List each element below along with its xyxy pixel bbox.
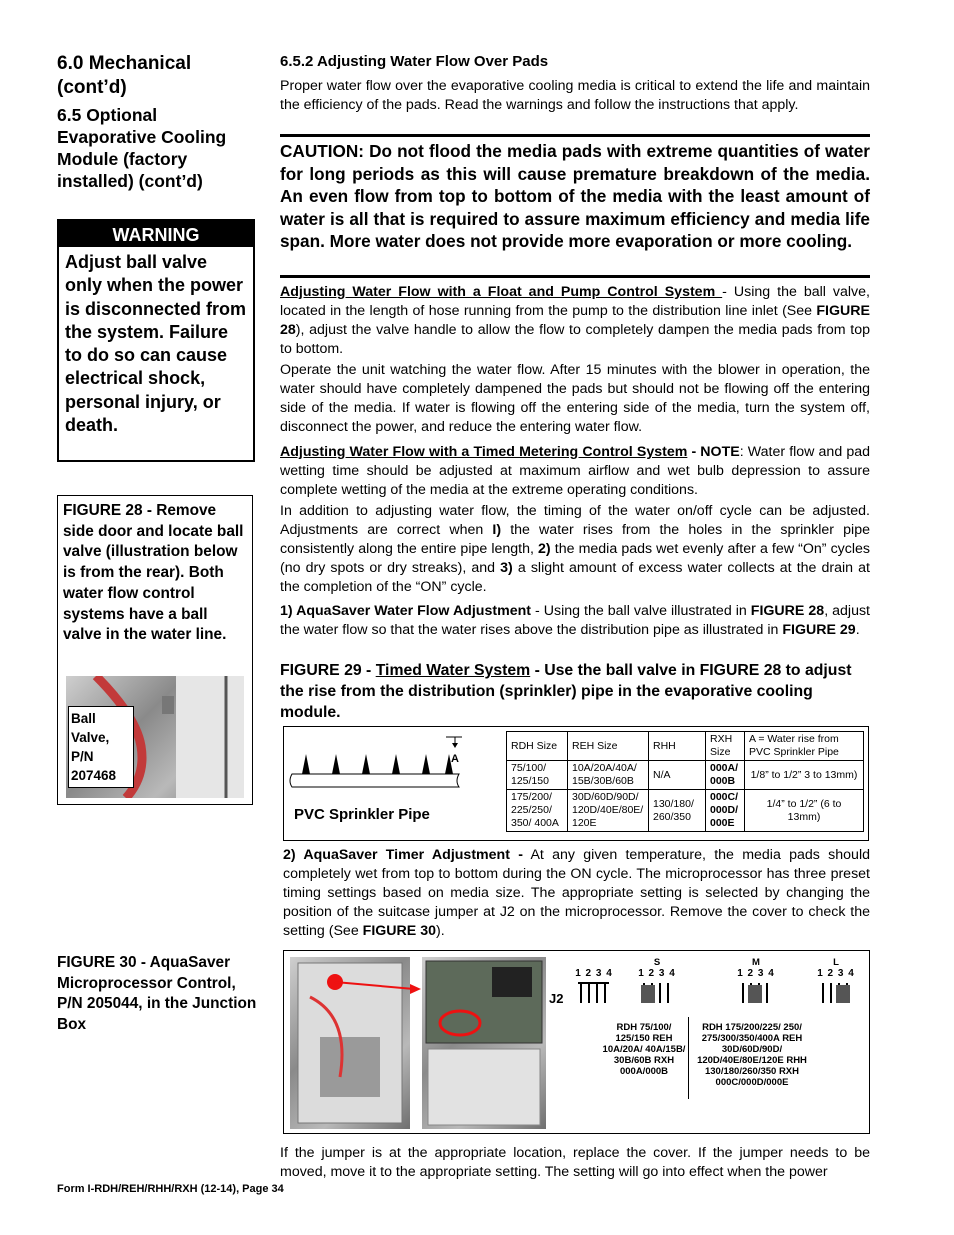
rise-marker-label: A [451, 753, 459, 765]
jumper-setting-m: M 1 2 3 4 [736, 957, 776, 1008]
table-cell: N/A [649, 761, 706, 790]
page-footer: Form I-RDH/REH/RHH/RXH (12-14), Page 34 [57, 1183, 284, 1195]
caution-text: CAUTION: Do not flood the media pads with extreme quantities of water for long periods as this will cause premature breakdown of the media. An even flow from top to bottom of the media with the least amount of water is all that is required to assure maximum efficiency and media life span. More water does not provide more evaporation or more cooling. [280, 141, 870, 251]
jumper-m-description: RDH 175/200/225/ 250/ 275/300/350/400A REH 30D/60D/90D/ 120D/40E/80E/120E RHH 130/180/260/350 RXH 000C/000D/000E [697, 1022, 807, 1088]
jumper-setting-l: L 1 2 3 4 [816, 957, 856, 1008]
figure-29-box [283, 726, 869, 841]
sprinkler-pipe-diagram [284, 727, 504, 807]
table-cell: 130/180/ 260/350 [649, 790, 706, 832]
table-row [507, 761, 864, 790]
table-header-cell: RXH Size [706, 732, 745, 761]
pointer-arrow-icon [324, 971, 424, 1001]
j2-label: J2 [549, 991, 564, 1006]
table-header-cell: REH Size [568, 732, 649, 761]
section-title: 6.0 Mechanical (cont’d) [57, 53, 192, 98]
jumper-s-description: RDH 75/100/ 125/150 REH 10A/20A/ 40A/15B/ 30B/60B RXH 000A/000B [602, 1022, 686, 1077]
table-cell: 1/8” to 1/2” 3 to 13mm) [745, 761, 864, 790]
ball-valve-label: Ball Valve, P/N 207468 [68, 706, 134, 788]
table-cell: 175/200/ 225/250/ 350/ 400A [507, 790, 568, 832]
water-flow-adjustment-paragraph: 1) AquaSaver Water Flow Adjustment - Using the ball valve illustrated in FIGURE 28, adjust the water flow so that the water rises above the distribution pipe as illustrated in FIGURE 29. [280, 603, 871, 638]
table-cell: 30D/60D/90D/ 120D/40E/80E/ 120E [568, 790, 649, 832]
subsection-title: 6.5 Optional Evaporative Cooling Module (factory installed) (cont’d) [57, 105, 227, 191]
jumper-setting-s: S 1 2 3 4 [637, 957, 677, 1008]
timed-control-paragraph: Adjusting Water Flow with a Timed Metering Control System - NOTE: Water flow and pad wetting time should be adjusted at maximum airflow and wet bulb depression to assure complete wetting of the media at the extreme operating conditions. [280, 444, 871, 498]
table-header-cell: A = Water rise from PVC Sprinkler Pipe [745, 732, 864, 761]
ball-valve-photo [66, 676, 244, 798]
closing-paragraph: If the jumper is at the appropriate location, replace the cover. If the jumper needs to be moved, move it to the appropriate setting. The setting will go into effect when the power [280, 1145, 870, 1180]
warning-header: WARNING [59, 221, 253, 247]
caution-top-rule [280, 134, 870, 137]
water-rise-table [506, 731, 864, 832]
timer-adjustment-paragraph: 2) AquaSaver Timer Adjustment - At any given temperature, the media pads should completely wet from top to bottom during the ON cycle. The microprocessor has three preset timing settings based on media size. The appropriate setting is selected by changing the position of the suitcase jumper at J2 on the microprocessor. Remove the cover to check the setting (See FIGURE 30). [283, 847, 870, 939]
float-control-paragraph: Adjusting Water Flow with a Float and Pump Control System - Using the ball valve, located in the length of hose running from the pump to the distribution line inlet (See FIGURE 28), adjust the valve handle to allow the flow to completely dampen the media pads from top to bottom. [280, 284, 870, 357]
table-header-cell: RHH [649, 732, 706, 761]
microprocessor-photo [422, 957, 546, 1129]
intro-paragraph: Proper water flow over the evaporative cooling media is critical to extend the life and maintain the efficiency of the pads. Read the warnings and follow the instructions that apply. [280, 78, 870, 113]
table-cell: 75/100/ 125/150 [507, 761, 568, 790]
pvc-pipe-label: PVC Sprinkler Pipe [294, 806, 430, 823]
jumper-divider [688, 1017, 689, 1099]
jumper-setting-default: 1 2 3 4 [575, 968, 613, 979]
table-cell: 000C/ 000D/ 000E [706, 790, 745, 832]
table-row [507, 790, 864, 832]
figure-30-box [283, 950, 870, 1134]
figure-29-caption: FIGURE 29 - Timed Water System - Use the ball valve in FIGURE 28 to adjust the rise from the distribution (sprinkler) pipe in the evaporative cooling module. [280, 662, 852, 721]
warning-box [57, 219, 255, 462]
section-heading: 6.5.2 Adjusting Water Flow Over Pads [280, 53, 549, 70]
operate-paragraph: Operate the unit watching the water flow. After 15 minutes with the blower in operation, the water should have completely dampened the pads but should not be flowing off the entering side of the media. If water is flowing off the entering side of the media, turn the system off, disconnect the power, and reduce the entering water flow. [280, 362, 870, 435]
float-control-title: Adjusting Water Flow with a Float and Pump Control System [280, 284, 723, 300]
figure-28-box [57, 495, 253, 805]
timing-paragraph: In addition to adjusting water flow, the timing of the water on/off cycle can be adjusted. Adjustments are correct when I) the water rises from the holes in the sprinkler pipe consistently along the entire pipe length, 2) the media pads wet evenly after a few “On” cycles (no dry spots or dry streaks), and 3) a slight amount of excess water collects at the drain at the completion of the “ON” cycle. [280, 503, 870, 595]
table-header-cell: RDH Size [507, 732, 568, 761]
warning-text: Adjust ball valve only when the power is disconnected from the system. Failure to do so can cause electrical shock, personal injury, or death. [65, 252, 247, 436]
table-cell: 10A/20A/40A/ 15B/30B/60B [568, 761, 649, 790]
table-header-row [507, 732, 864, 761]
figure-28-caption: FIGURE 28 - Remove side door and locate ball valve (illustration below is from the rear). Both water flow control systems have a ball valve in the water line. [63, 502, 244, 644]
table-cell: 000A/ 000B [706, 761, 745, 790]
figure-30-caption: FIGURE 30 - AquaSaver Microprocessor Control, P/N 205044, in the Junction Box [57, 954, 257, 1034]
caution-bottom-rule [280, 275, 870, 278]
table-cell: 1/4” to 1/2” (6 to 13mm) [745, 790, 864, 832]
timed-control-title: Adjusting Water Flow with a Timed Metering Control System [280, 444, 688, 460]
